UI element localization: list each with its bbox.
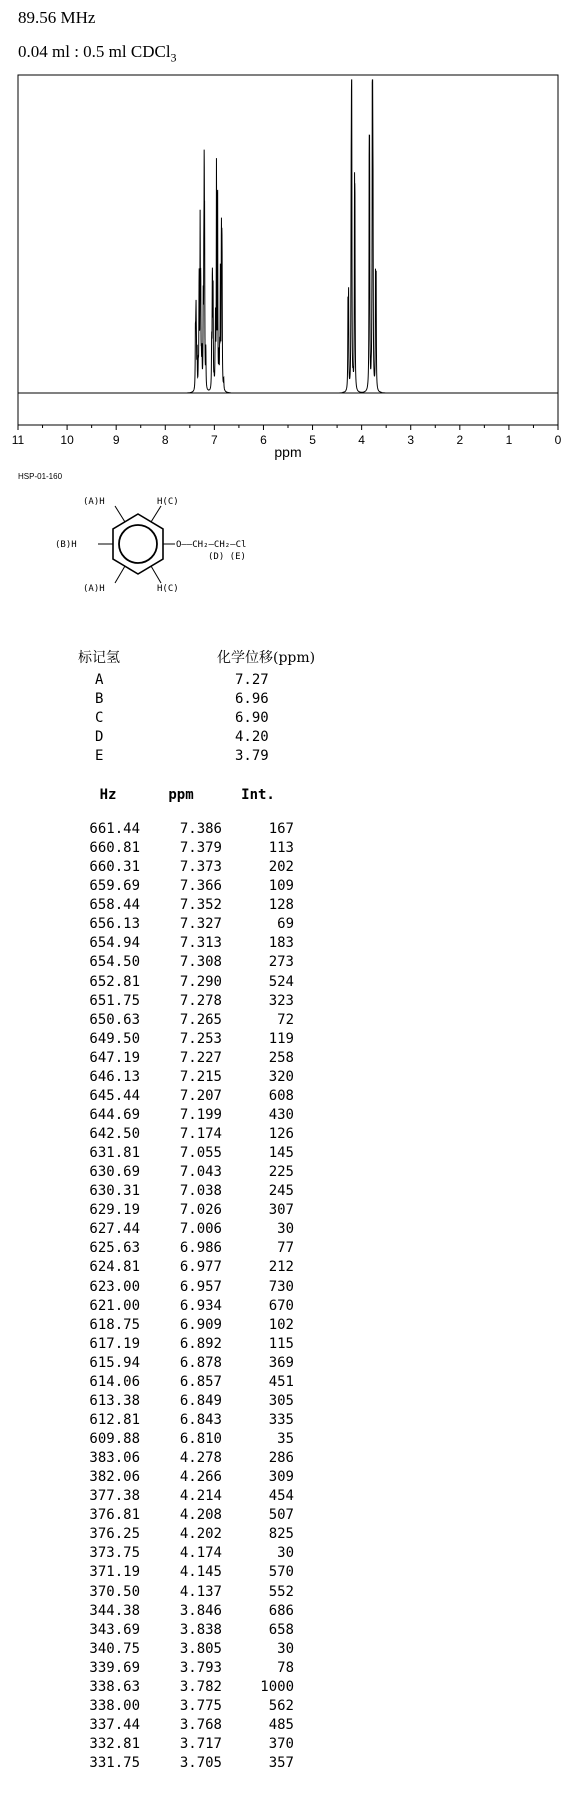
shift-label: D xyxy=(95,729,104,745)
shift-label: A xyxy=(95,672,104,688)
peak-int: 225 xyxy=(268,1164,294,1181)
peak-ppm: 3.768 xyxy=(179,1716,222,1733)
x-axis-label: ppm xyxy=(274,444,302,460)
peak-hz: 623.00 xyxy=(89,1278,140,1295)
peak-row xyxy=(76,1049,294,1068)
label-c-top: H(C) xyxy=(157,497,179,507)
peak-ppm: 7.038 xyxy=(179,1183,222,1200)
x-tick-label: 3 xyxy=(407,433,415,447)
peak-hz: 629.19 xyxy=(89,1202,140,1219)
peak-row xyxy=(76,1354,294,1373)
peak-int: 670 xyxy=(268,1297,294,1314)
peak-ppm: 6.878 xyxy=(179,1354,222,1371)
peak-hz: 376.81 xyxy=(89,1507,140,1524)
peak-row xyxy=(76,820,294,839)
peak-int: 167 xyxy=(268,821,294,837)
bond-bottom-right xyxy=(151,566,161,583)
x-tick-label: 1 xyxy=(505,433,513,447)
peak-row xyxy=(76,973,294,992)
benzene-ring xyxy=(113,514,163,574)
peak-int: 72 xyxy=(277,1011,294,1028)
peak-int: 126 xyxy=(268,1126,294,1142)
peak-int: 451 xyxy=(268,1373,294,1390)
peak-ppm: 7.327 xyxy=(179,916,222,933)
nmr-spectrum-chart xyxy=(0,60,570,465)
plot-frame xyxy=(18,75,558,425)
peak-row xyxy=(76,839,294,858)
peak-ppm: 4.208 xyxy=(179,1507,222,1524)
peak-int: 524 xyxy=(268,973,294,990)
peak-ppm: 7.215 xyxy=(179,1068,222,1085)
header-hz: Hz xyxy=(99,787,117,803)
peak-hz: 642.50 xyxy=(89,1126,140,1142)
peak-hz: 339.69 xyxy=(89,1659,140,1676)
shift-label: B xyxy=(95,691,104,707)
peak-hz: 615.94 xyxy=(89,1354,140,1371)
peak-hz: 645.44 xyxy=(89,1087,140,1104)
ether-chain: O——CH₂—CH₂—Cl xyxy=(176,540,247,550)
peak-row xyxy=(76,1659,294,1678)
peak-hz: 370.50 xyxy=(89,1583,140,1600)
peak-hz: 614.06 xyxy=(89,1373,140,1390)
peak-row xyxy=(76,1201,294,1220)
peak-row xyxy=(76,1583,294,1602)
peak-ppm: 7.265 xyxy=(179,1011,222,1028)
peak-row xyxy=(76,1163,294,1182)
shift-row xyxy=(95,690,269,709)
peak-hz: 649.50 xyxy=(89,1030,140,1047)
peak-ppm: 6.849 xyxy=(179,1392,222,1409)
aromatic-circle xyxy=(119,525,157,563)
peak-row xyxy=(76,1602,294,1621)
peak-row xyxy=(76,1563,294,1582)
shift-value: 6.90 xyxy=(235,710,269,726)
peak-int: 212 xyxy=(268,1259,294,1276)
peak-hz: 338.00 xyxy=(89,1697,140,1714)
peak-row xyxy=(76,1258,294,1277)
peak-int: 323 xyxy=(268,992,294,1009)
shift-row xyxy=(95,747,269,766)
peak-ppm: 7.174 xyxy=(179,1126,222,1142)
peak-hz: 658.44 xyxy=(89,897,140,914)
peak-row xyxy=(76,915,294,934)
chain-labels: (D) (E) xyxy=(208,552,246,562)
chemical-structure xyxy=(40,495,340,635)
peak-int: 686 xyxy=(268,1602,294,1619)
peak-hz: 337.44 xyxy=(89,1716,140,1733)
peak-hz: 650.63 xyxy=(89,1011,140,1028)
peak-hz: 613.38 xyxy=(89,1392,140,1409)
peak-row xyxy=(76,1335,294,1354)
peak-ppm: 6.909 xyxy=(179,1316,222,1333)
x-tick-label: 10 xyxy=(60,433,74,447)
peak-ppm: 4.214 xyxy=(179,1488,222,1505)
peak-row xyxy=(76,992,294,1011)
peak-int: 30 xyxy=(277,1545,294,1562)
peak-int: 30 xyxy=(277,1221,294,1238)
peak-hz: 340.75 xyxy=(89,1640,140,1657)
peak-row xyxy=(76,1182,294,1201)
peak-row xyxy=(76,1506,294,1525)
peak-hz: 631.81 xyxy=(89,1145,140,1162)
peak-row xyxy=(76,1220,294,1239)
peak-int: 30 xyxy=(277,1640,294,1657)
label-a-bottom: (A)H xyxy=(83,584,105,594)
peak-hz: 630.31 xyxy=(89,1183,140,1200)
peak-int: 1000 xyxy=(260,1678,294,1695)
peak-row xyxy=(76,1030,294,1049)
peak-int: 273 xyxy=(268,954,294,971)
peak-int: 305 xyxy=(268,1392,294,1409)
peak-hz: 644.69 xyxy=(89,1106,140,1123)
bond-top-left xyxy=(115,506,125,522)
peak-int: 370 xyxy=(268,1736,294,1752)
peak-int: 258 xyxy=(268,1049,294,1066)
peak-hz: 621.00 xyxy=(89,1297,140,1314)
x-tick-label: 7 xyxy=(211,433,218,447)
peak-row xyxy=(76,877,294,896)
peak-ppm: 4.278 xyxy=(179,1450,222,1467)
peak-row xyxy=(76,1697,294,1716)
peak-hz: 617.19 xyxy=(89,1335,140,1352)
x-tick-label: 8 xyxy=(161,433,169,447)
peak-hz: 344.38 xyxy=(89,1602,140,1619)
peak-int: 430 xyxy=(268,1106,294,1123)
x-tick-label: 5 xyxy=(309,433,316,447)
peak-ppm: 3.717 xyxy=(179,1736,222,1752)
peak-ppm: 7.055 xyxy=(179,1145,222,1162)
peak-row xyxy=(76,896,294,915)
peak-row xyxy=(76,1106,294,1125)
x-tick-label: 4 xyxy=(358,433,365,447)
peak-int: 562 xyxy=(268,1697,294,1714)
peak-int: 69 xyxy=(277,916,294,933)
peak-hz: 652.81 xyxy=(89,973,140,990)
x-tick-label: 11 xyxy=(11,433,25,447)
peak-ppm: 7.227 xyxy=(179,1049,222,1066)
peak-hz: 660.31 xyxy=(89,859,140,876)
peak-int: 552 xyxy=(268,1583,294,1600)
peak-row xyxy=(76,1125,294,1144)
peak-hz: 656.13 xyxy=(89,916,140,933)
peak-row xyxy=(76,1678,294,1697)
peak-ppm: 7.043 xyxy=(179,1164,222,1181)
peak-ppm: 4.137 xyxy=(179,1583,222,1600)
peak-hz: 618.75 xyxy=(89,1316,140,1333)
peak-hz: 376.25 xyxy=(89,1526,140,1543)
peak-row xyxy=(76,1411,294,1430)
peak-ppm: 7.373 xyxy=(179,859,222,876)
peak-hz: 373.75 xyxy=(89,1545,140,1562)
peak-ppm: 7.290 xyxy=(179,973,222,990)
x-tick-label: 2 xyxy=(456,433,464,447)
shift-row xyxy=(95,728,269,747)
spectrum-trace xyxy=(18,80,558,393)
peak-row xyxy=(76,1087,294,1106)
peak-int: 454 xyxy=(268,1488,294,1505)
peak-int: 286 xyxy=(268,1450,294,1467)
peak-hz: 612.81 xyxy=(89,1411,140,1428)
solvent-ratio-text: 0.04 ml : 0.5 ml CDCl xyxy=(18,42,171,61)
peak-row xyxy=(76,1754,294,1773)
peak-int: 109 xyxy=(268,878,294,895)
peak-int: 113 xyxy=(268,840,294,857)
label-a-top: (A)H xyxy=(83,497,105,507)
peak-hz: 377.38 xyxy=(89,1488,140,1505)
header-ppm: ppm xyxy=(168,787,194,803)
peak-hz: 332.81 xyxy=(89,1736,140,1752)
peak-ppm: 6.857 xyxy=(179,1373,222,1390)
x-tick-label: 6 xyxy=(260,433,267,447)
shift-header-label: 标记氢 xyxy=(78,650,120,666)
peak-ppm: 6.977 xyxy=(179,1259,222,1276)
peak-row xyxy=(76,1297,294,1316)
peak-ppm: 4.145 xyxy=(179,1564,222,1581)
peak-row xyxy=(76,1392,294,1411)
peak-row xyxy=(76,1716,294,1735)
label-b: (B)H xyxy=(55,540,77,550)
peak-hz: 661.44 xyxy=(89,821,140,837)
peak-hz: 624.81 xyxy=(89,1259,140,1276)
peak-hz: 343.69 xyxy=(89,1621,140,1638)
peak-ppm: 3.846 xyxy=(179,1602,222,1619)
peak-int: 608 xyxy=(268,1087,294,1104)
peak-row xyxy=(76,1068,294,1087)
peak-int: 145 xyxy=(268,1145,294,1162)
peak-table-header xyxy=(76,787,294,803)
peak-ppm: 4.266 xyxy=(179,1469,222,1486)
peak-hz: 659.69 xyxy=(89,878,140,895)
peak-int: 307 xyxy=(268,1202,294,1219)
peak-hz: 338.63 xyxy=(89,1678,140,1695)
peak-ppm: 7.278 xyxy=(179,992,222,1009)
peak-row xyxy=(76,1468,294,1487)
shift-value: 6.96 xyxy=(235,691,269,707)
peak-ppm: 7.313 xyxy=(179,935,222,952)
peak-hz: 647.19 xyxy=(89,1049,140,1066)
peak-hz: 654.50 xyxy=(89,954,140,971)
peak-ppm: 7.199 xyxy=(179,1106,222,1123)
shift-row xyxy=(95,709,269,728)
shift-label: C xyxy=(95,710,104,726)
peak-int: 507 xyxy=(268,1507,294,1524)
peak-ppm: 7.352 xyxy=(179,897,222,914)
peak-int: 335 xyxy=(268,1411,294,1428)
peak-table xyxy=(76,820,294,1773)
peak-int: 570 xyxy=(268,1564,294,1581)
peak-int: 202 xyxy=(268,859,294,876)
peak-hz: 646.13 xyxy=(89,1068,140,1085)
peak-row xyxy=(76,1487,294,1506)
peak-hz: 627.44 xyxy=(89,1221,140,1238)
peak-ppm: 6.934 xyxy=(179,1297,222,1314)
peak-ppm: 3.775 xyxy=(179,1697,222,1714)
peak-ppm: 4.174 xyxy=(179,1545,222,1562)
peak-row xyxy=(76,1621,294,1640)
peak-ppm: 3.782 xyxy=(179,1678,222,1695)
peak-hz: 660.81 xyxy=(89,840,140,857)
shift-label: E xyxy=(95,748,104,764)
peak-int: 730 xyxy=(268,1278,294,1295)
peak-ppm: 7.308 xyxy=(179,954,222,971)
bond-top-right xyxy=(151,506,161,522)
peak-row xyxy=(76,1239,294,1258)
peak-ppm: 3.705 xyxy=(179,1755,222,1772)
shift-value: 4.20 xyxy=(235,729,269,745)
label-c-bottom: H(C) xyxy=(157,584,179,594)
shift-row xyxy=(95,671,269,690)
peak-int: 658 xyxy=(268,1621,294,1638)
peak-int: 77 xyxy=(277,1240,294,1257)
peak-int: 309 xyxy=(268,1469,294,1486)
peak-row xyxy=(76,953,294,972)
shift-table xyxy=(95,671,269,766)
peak-row xyxy=(76,1544,294,1563)
peak-row xyxy=(76,1316,294,1335)
peak-ppm: 6.957 xyxy=(179,1278,222,1295)
peak-int: 369 xyxy=(268,1354,294,1371)
peak-ppm: 4.202 xyxy=(179,1526,222,1543)
peak-ppm: 6.892 xyxy=(179,1335,222,1352)
peak-row xyxy=(76,1430,294,1449)
peak-hz: 609.88 xyxy=(89,1431,140,1447)
peak-row xyxy=(76,1735,294,1754)
shift-value: 7.27 xyxy=(235,672,269,688)
peak-hz: 625.63 xyxy=(89,1240,140,1257)
peak-ppm: 7.386 xyxy=(179,821,222,837)
peak-row xyxy=(76,1011,294,1030)
peak-ppm: 3.805 xyxy=(179,1640,222,1657)
peak-row xyxy=(76,1278,294,1297)
peak-ppm: 7.366 xyxy=(179,878,222,895)
bond-bottom-left xyxy=(115,566,125,583)
peak-ppm: 7.207 xyxy=(179,1087,222,1104)
peak-int: 825 xyxy=(268,1526,294,1543)
peak-int: 320 xyxy=(268,1068,294,1085)
peak-row xyxy=(76,858,294,877)
peak-int: 115 xyxy=(268,1335,294,1352)
peak-ppm: 7.006 xyxy=(179,1221,222,1238)
peak-int: 183 xyxy=(268,935,294,952)
peak-int: 102 xyxy=(268,1316,294,1333)
peak-ppm: 6.843 xyxy=(179,1411,222,1428)
peak-ppm: 3.793 xyxy=(179,1659,222,1676)
spectrum-code: HSP-01-160 xyxy=(18,472,63,481)
peak-hz: 331.75 xyxy=(89,1755,140,1772)
spectrometer-frequency: 89.56 MHz xyxy=(18,8,96,27)
peak-hz: 630.69 xyxy=(89,1164,140,1181)
shift-value: 3.79 xyxy=(235,748,269,764)
peak-int: 119 xyxy=(268,1030,294,1047)
x-tick-label: 0 xyxy=(554,433,562,447)
peak-ppm: 6.986 xyxy=(179,1240,222,1257)
peak-hz: 651.75 xyxy=(89,992,140,1009)
peak-hz: 371.19 xyxy=(89,1564,140,1581)
peak-row xyxy=(76,1144,294,1163)
peak-row xyxy=(76,1449,294,1468)
shift-header-ppm: 化学位移(ppm) xyxy=(217,650,316,666)
peak-ppm: 7.026 xyxy=(179,1202,222,1219)
peak-hz: 654.94 xyxy=(89,935,140,952)
x-tick-label: 9 xyxy=(112,433,120,447)
peak-int: 357 xyxy=(268,1755,294,1772)
peak-int: 245 xyxy=(268,1183,294,1200)
peak-row xyxy=(76,934,294,953)
peak-int: 78 xyxy=(277,1659,294,1676)
peak-ppm: 3.838 xyxy=(179,1621,222,1638)
peak-int: 35 xyxy=(277,1431,294,1447)
peak-row xyxy=(76,1640,294,1659)
header-int: Int. xyxy=(241,787,275,803)
peak-row xyxy=(76,1525,294,1544)
peak-int: 128 xyxy=(268,897,294,914)
peak-ppm: 7.253 xyxy=(179,1030,222,1047)
peak-int: 485 xyxy=(268,1716,294,1733)
peak-ppm: 6.810 xyxy=(179,1431,222,1447)
peak-hz: 382.06 xyxy=(89,1469,140,1486)
solvent-subscript: 3 xyxy=(170,50,177,65)
peak-row xyxy=(76,1373,294,1392)
peak-ppm: 7.379 xyxy=(179,840,222,857)
peak-hz: 383.06 xyxy=(89,1450,140,1467)
